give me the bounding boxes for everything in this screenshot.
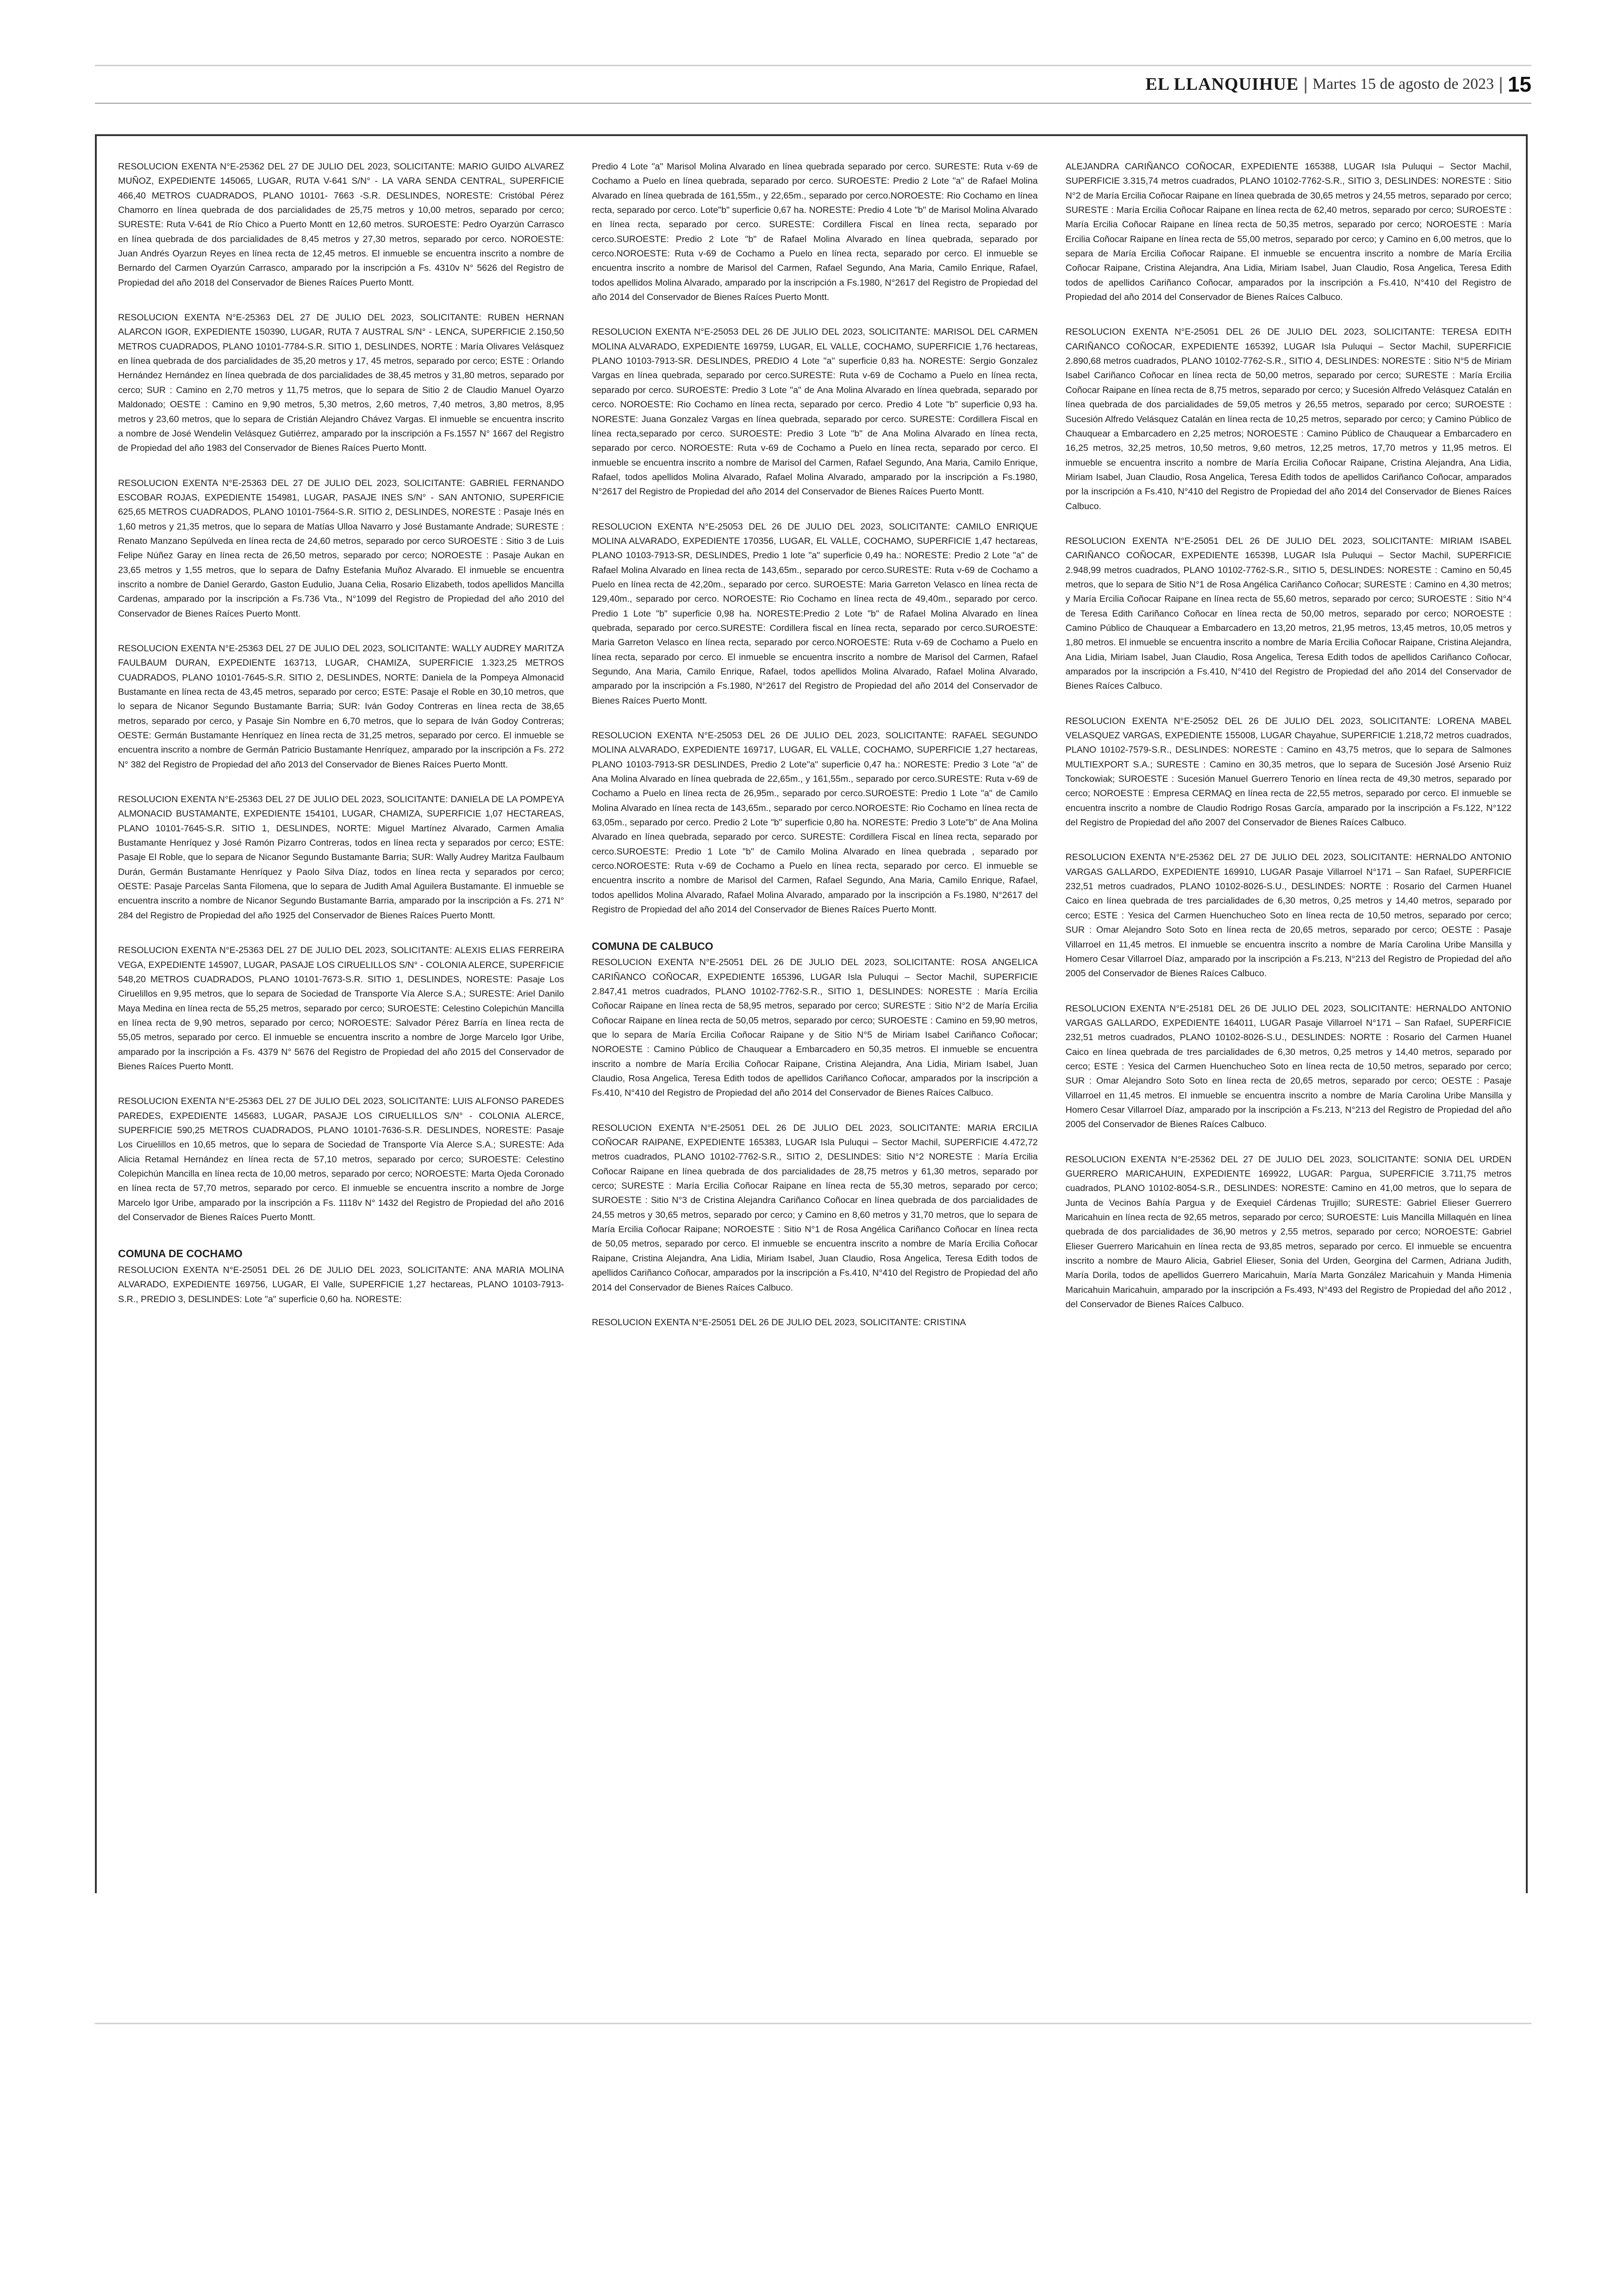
- legal-notice: RESOLUCION EXENTA N°E-25181 DEL 26 DE JULIO DEL 2023, SOLICITANTE: HERNALDO ANTONIO VARGAS GALLARDO, EXPEDIENTE 164011, LUGAR Pasaje Villarroel N°171 – San Rafael, SUPERFICIE 232,51 metros cuadrados, PLANO 10102-8026-S.U., DESLINDES: NORTE : Rosario del Carmen Huanel Caico en línea quebrada de tres parcialidades de 6,30 metros, 0,25 metros y 14,40 metros, separado por cerco; ESTE : Yesica del Carmen Huenchucheo Soto en línea recta de 10,50 metros, separado por cerco; SUR : Omar Alejandro Soto Soto en línea recta de 20,65 metros, separado por cerco; OESTE : Pasaje Villarroel en 11,45 metros. El inmueble se encuentra inscrito a nombre de María Carolina Uribe Mansilla y Homero Cesar Villarroel Díaz, amparado por la inscripción a Fs.213, N°213 del Registro de Propiedad del año 2005 del Conservador de Bienes Raíces Calbuco.: [1065, 1003, 1512, 1130]
- legal-notice: RESOLUCION EXENTA N°E-25051 DEL 26 DE JULIO DEL 2023, SOLICITANTE: MIRIAM ISABEL CARIÑANCO COÑOCAR, EXPEDIENTE 165398, LUGAR Isla Puluqui – Sector Machil, SUPERFICIE 2.948,99 metros cuadrados, PLANO 10102-7762-S.R., SITIO 5, DESLINDES: NORESTE : Camino en 50,45 metros, que lo separa de Sitio N°1 de Rosa Angélica Cariñanco Coñocar; SURESTE : Camino en 4,30 metros; y María Ercilia Coñocar Raipane en línea recta de 55,60 metros, separado por cerco; SUROESTE : Sitio N°4 de Teresa Edith Cariñanco Coñocar en línea recta de 50,00 metros, separado por cerco; NOROESTE : Camino Público de Chauquear a Embarcadero en 13,20 metros, 21,95 metros, 13,45 metros, 10,05 metros y 1,80 metros. El inmueble se encuentra inscrito a nombre de María Ercilia Coñocar Raipane, Cristina Alejandra, Ana Lidia, Miriam Isabel, Juan Claudio, Rosa Angelica, Teresa Edith todos de apellidos Cariñanco Coñocar, amparados por la inscripción a Fs.410, N°410 del Registro de Propiedad del año 2014 del Conservador de Bienes Raíces Calbuco.: [1065, 536, 1512, 692]
- legal-notice: RESOLUCION EXENTA N°E-25053 DEL 26 DE JULIO DEL 2023, SOLICITANTE: RAFAEL SEGUNDO MOLINA ALVARADO, EXPEDIENTE 169717, LUGAR, EL VALLE, COCHAMO, SUPERFICIE 1,27 hectareas, PLANO 10103-7913-SR DESLINDES, Predio 2 Lote"a" superficie 0,47 ha.: NORESTE: Predio 3 Lote "a" de Ana Molina Alvarado en línea quebrada de 22,65m., y 161,55m., separado por cerco.SURESTE: Ruta v-69 de Cochamo a Puelo en línea recta de 26,95m., separado por cerco.SUROESTE: Predio 1 Lote "a" de Camilo Molina Alvarado en línea recta de 143,65m., separado por cerco.NOROESTE: Rio Cochamo en línea recta de 63,05m., separado por cerco. Predio 2 Lote "b" superficie 0,80 ha. NORESTE: Predio 3 Lote"b" de Ana Molina Alvarado en línea quebrada, separado por cerco. SURESTE: Cordillera Fiscal en línea recta, separado por cerco.SUROESTE: Predio 1 Lote "b" de Camilo Molina Alvarado en línea quebrada , separado por cerco.NOROESTE: Ruta v-69 de Cochamo a Puelo en línea recta, separado por cerco. El inmueble se encuentra inscrito a nombre de Marisol del Carmen, Rafael Segundo, Ana Maria, Camilo Enrique, Rafael, todos apellidos Molina Alvarado, Rafael Molina Alvarado, amparado por la inscripción a Fs.1980, N°2617 del Registro de Propiedad del año 2014 del Conservador de Bienes Raíces Puerto Montt.: [592, 730, 1038, 915]
- bottom-rule: [95, 2023, 1531, 2024]
- section-heading: COMUNA DE COCHAMO: [118, 1247, 243, 1260]
- legal-notice: RESOLUCION EXENTA N°E-25362 DEL 27 DE JULIO DEL 2023, SOLICITANTE: HERNALDO ANTONIO VARGAS GALLARDO, EXPEDIENTE 169910, LUGAR Pasaje Villarroel N°171 – San Rafael, SUPERFICIE 232,51 metros cuadrados, PLANO 10102-8026-S.U., DESLINDES: NORTE : Rosario del Carmen Huanel Caico en línea quebrada de tres parcialidades de 6,30 metros, 0,25 metros y 14,40 metros, separado por cerco; ESTE : Yesica del Carmen Huenchucheo Soto en línea recta de 10,50 metros, separado por cerco; SUR : Omar Alejandro Soto Soto en línea recta de 20,65 metros, separado por cerco; OESTE : Pasaje Villarroel en 11,45 metros. El inmueble se encuentra inscrito a nombre de María Carolina Uribe Mansilla y Homero Cesar Villarroel Díaz, amparado por la inscripción a Fs.213, N°213 del Registro de Propiedad del año 2005 del Conservador de Bienes Raíces Calbuco.: [1065, 852, 1512, 979]
- legal-notice: RESOLUCION EXENTA N°E-25052 DEL 26 DE JULIO DEL 2023, SOLICITANTE: LORENA MABEL VELASQUEZ VARGAS, EXPEDIENTE 155008, LUGAR Chayahue, SUPERFICIE 1.218,72 metros cuadrados, PLANO 10102-7579-S.R., DESLINDES: NORESTE : Camino en 43,75 metros, que lo separa de Salmones MULTIEXPORT S.A.; SURESTE : Camino en 30,35 metros, que lo separa de Sucesión José Arsenio Ruiz Tonckowiak; SUROESTE : Sucesión Manuel Guerrero Tenorio en línea recta de 49,30 metros, separado por cerco; NOROESTE : Empresa CERMAQ en línea recta de 22,55 metros, separado por cerco. El inmueble se encuentra inscrito a nombre de Claudio Rodrigo Rosas García, amparado por la inscripción a Fs.122, N°122 del Registro de Propiedad del año 2007 del Conservador de Bienes Raíces Calbuco.: [1065, 716, 1512, 828]
- top-rule: [95, 65, 1531, 66]
- legal-notice: Predio 4 Lote "a" Marisol Molina Alvarado en línea quebrada separado por cerco. SURESTE: Ruta v-69 de Cochamo a Puelo en línea quebrada, separado por cerco. SUROESTE: Predio 2 Lote "a" de Rafael Molina Alvarado en línea quebrada de 161,55m., y 22,65m., separado por cerco.NOROESTE: Rio Cochamo en línea recta, separado por cerco. Lote"b" superficie 0,67 ha. NORESTE: Predio 4 Lote "b" de Marisol Molina Alvarado en línea recta, separado por cerco. SURESTE: Cordillera Fiscal en línea recta, separado por cerco.SUROESTE: Predio 2 Lote "b" de Rafael Molina Alvarado en línea quebrada, separado por cerco.NOROESTE: Ruta v-69 de Cochamo a Puelo en línea recta, separado por cerco. El inmueble se encuentra inscrito a nombre de Marisol del Carmen, Rafael Segundo, Ana Maria, Camilo Enrique, Rafael, todos apellidos Molina Alvarado, amparado por la inscripción a Fs.1980, N°2617 del Registro de Propiedad del año 2014 del Conservador de Bienes Raíces Puerto Montt.: [592, 162, 1038, 303]
- legal-notice: RESOLUCION EXENTA N°E-25363 DEL 27 DE JULIO DEL 2023, SOLICITANTE: WALLY AUDREY MARITZA FAULBAUM DURAN, EXPEDIENTE 163713, LUGAR, CHAMIZA, SUPERFICIE 1.323,25 METROS CUADRADOS, PLANO 10101-7645-S.R. SITIO 2, DESLINDES, NORTE: Daniela de la Pompeya Almonacid Bustamante en línea recta de 43,45 metros, separado por cerco; ESTE: Pasaje el Roble en 30,10 metros, que lo separa de Nicanor Segundo Bustamante Barria; SUR: Iván Godoy Contreras en línea recta de 38,65 metros, separado por cerco, y Pasaje Sin Nombre en 6,70 metros, que lo separa de Iván Godoy Contreras; OESTE: Germán Bustamante Henríquez en línea recta de 31,25 metros, separado por cerco. El inmueble se encuentra inscrito a nombre de Germán Patricio Bustamante Henríquez, amparado por la inscripción a Fs. 272 N° 382 del Registro de Propiedad del año 2013 del Conservador de Bienes Raíces Puerto Montt.: [118, 643, 564, 770]
- legal-notice: RESOLUCION EXENTA N°E-25051 DEL 26 DE JULIO DEL 2023, SOLICITANTE: TERESA EDITH CARIÑANCO COÑOCAR, EXPEDIENTE 165392, LUGAR Isla Puluqui – Sector Machil, SUPERFICIE 2.890,68 metros cuadrados, PLANO 10102-7762-S.R., SITIO 4, DESLINDES: NORESTE : Sitio N°5 de Miriam Isabel Cariñanco Coñocar en línea recta de 50,00 metros, separado por cerco; SURESTE : María Ercilia Coñocar Raipane en línea recta de 8,75 metros, separado por cerco; y Sucesión Alfredo Velásquez Catalán en línea quebrada de dos parcialidades de 59,05 metros y 26,55 metros, separado por cerco; SUROESTE : Sucesión Alfredo Velásquez Catalán en línea recta de 10,25 metros, separado por cerco; y Camino Público de Chauquear a Embarcadero en 2,25 metros; NOROESTE : Camino Público de Chauquear a Embarcadero en 16,25 metros, 32,25 metros, 10,50 metros, 9,60 metros, 12,25 metros, 17,70 metros y 11,95 metros. El inmueble se encuentra inscrito a nombre de María Ercilia Coñocar Raipane, Cristina Alejandra, Ana Lidia, Miriam Isabel, Juan Claudio, Rosa Angelica, Teresa Edith todos de apellidos Cariñanco Coñocar, amparados por la inscripción a Fs.410, N°410 del Registro de Propiedad del año 2014 del Conservador de Bienes Raíces Calbuco.: [1065, 327, 1512, 511]
- legal-notice: RESOLUCION EXENTA N°E-25053 DEL 26 DE JULIO DEL 2023, SOLICITANTE: MARISOL DEL CARMEN MOLINA ALVARADO, EXPEDIENTE 169759, LUGAR, EL VALLE, COCHAMO, SUPERFICIE 1,76 hectareas, PLANO 10103-7913-SR. DESLINDES, PREDIO 4 Lote "a" superficie 0,83 ha. NORESTE: Sergio Gonzalez Vargas en línea quebrada, separado por cerco.SURESTE: Ruta v-69 de Cochamo a Puelo en línea recta, separado por cerco. SUROESTE: Predio 3 Lote "a" de Ana Molina Alvarado en línea quebrada, separado por cerco. NOROESTE: Rio Cochamo en línea recta, separado por cerco. Predio 4 Lote "b" superficie 0,93 ha. NORESTE: Juana Gonzalez Vargas en línea quebrada, separado por cerco. SURESTE: Cordillera Fiscal en línea recta,separado por cerco. SUROESTE: Predio 3 Lote "b" de Ana Molina Alvarado en línea recta, separado por cerco. NOROESTE: Ruta v-69 de Cochamo a Puelo en línea recta, separado por cerco. El inmueble se encuentra inscrito a nombre de Marisol del Carmen, Rafael Segundo, Ana Maria, Camilo Enrique, Rafael, todos apellidos Molina Alvarado, Rafael Molina Alvarado, amparado por la inscripción a Fs.1980, N°2617 del Registro de Propiedad del año 2014 del Conservador de Bienes Raíces Puerto Montt.: [592, 327, 1038, 497]
- page-number: 15: [1507, 72, 1531, 96]
- header-rule: [95, 103, 1531, 104]
- legal-notice: RESOLUCION EXENTA N°E-25362 DEL 27 DE JULIO DEL 2023, SOLICITANTE: MARIO GUIDO ALVAREZ MUÑOZ, EXPEDIENTE 145065, LUGAR, RUTA V-641 S/N° - LA VARA SENDA CENTRAL, SUPERFICIE 466,40 METROS CUADRADOS, PLANO 10101- 7663 -S.R. DESLINDES, NORESTE: Cristóbal Pérez Chamorro en línea quebrada de dos parcialidades de 25,75 metros y 10,00 metros, separado por cerco; SURESTE: Ruta V-641 de Río Chico a Puerto Montt en 12,60 metros. SUROESTE: Pedro Oyarzún Carrasco en línea quebrada de dos parcialidades de 8,45 metros y 27,30 metros, separado por cerco. NOROESTE: Juan Andrés Oyarzun Reyes en línea recta de 12,45 metros. El inmueble se encuentra inscrito a nombre de Bernardo del Carmen Oyarzún Carrasco, amparado por la inscripción a Fs. 4310v N° 5626 del Registro de Propiedad del año 2018 del Conservador de Bienes Raíces Puerto Montt.: [118, 162, 564, 288]
- legal-notice: RESOLUCION EXENTA N°E-25051 DEL 26 DE JULIO DEL 2023, SOLICITANTE: ANA MARIA MOLINA ALVARADO, EXPEDIENTE 169756, LUGAR, El Valle, SUPERFICIE 1,27 hectareas, PLANO 10103-7913-S.R., PREDIO 3, DESLINDES: Lote "a" superficie 0,60 ha. NORESTE:: [118, 1265, 564, 1304]
- page-header: [1145, 70, 1531, 98]
- header-separator: |: [1303, 74, 1308, 94]
- notices-columns: [118, 160, 1512, 1889]
- column-1: [118, 160, 564, 1889]
- legal-notice: RESOLUCION EXENTA N°E-25051 DEL 26 DE JULIO DEL 2023, SOLICITANTE: MARIA ERCILIA COÑOCAR RAIPANE, EXPEDIENTE 165383, LUGAR Isla Puluqui – Sector Machil, SUPERFICIE 4.472,72 metros cuadrados, PLANO 10102-7762-S.R., SITIO 2, DESLINDES: Sitio N°2 NORESTE : María Ercilia Coñocar Raipane en línea quebrada de dos parcialidades de 28,75 metros y 61,30 metros, separado por cerco; SURESTE : María Ercilia Coñocar Raipane en línea recta de 55,30 metros, separado por cerco; SUROESTE : Sitio N°3 de Cristina Alejandra Cariñanco Coñocar en línea quebrada de dos parcialidades de 24,55 metros y 30,65 metros, separado por cerco; y Camino en 8,60 metros y 31,70 metros, que lo separa de María Ercilia Coñocar Raipane; NOROESTE : Sitio N°1 de Rosa Angélica Cariñanco Coñocar en línea recta de 50,05 metros, separado por cerco. El inmueble se encuentra inscrito a nombre de María Ercilia Coñocar Raipane, Cristina Alejandra, Ana Lidia, Miriam Isabel, Juan Claudio, Rosa Angelica, Teresa Edith todos de apellidos Cariñanco Coñocar, amparados por la inscripción a Fs.410, N°410 del Registro de Propiedad del año 2014 del Conservador de Bienes Raíces Calbuco.: [592, 1123, 1038, 1293]
- publication-date: Martes 15 de agosto de 2023: [1312, 75, 1494, 93]
- legal-notice: RESOLUCION EXENTA N°E-25363 DEL 27 DE JULIO DEL 2023, SOLICITANTE: RUBEN HERNAN ALARCON IGOR, EXPEDIENTE 150390, LUGAR, RUTA 7 AUSTRAL S/N° - LENCA, SUPERFICIE 2.150,50 METROS CUADRADOS, PLANO 10101-7784-S.R. SITIO 1, DESLINDES, NORTE : María Olivares Velásquez en línea quebrada de dos parcialidades de 35,20 metros y 17, 45 metros, separado por cerco; ESTE : Orlando Hernández Hernández en línea quebrada de dos parcialidades de 38,45 metros y 31,80 metros, separado por cerco; SUR : Camino en 2,70 metros y 11,75 metros, que lo separa de Sitio 2 de Claudio Manuel Oyarzo Maldonado; OESTE : Camino en 9,90 metros, 5,30 metros, 2,60 metros, 7,40 metros, 3,80 metros, 8,95 metros y 23,60 metros, que lo separa de Cristián Alejandro Chávez Vargas. El inmueble se encuentra inscrito a nombre de José Wendelin Velásquez Gutiérrez, amparado por la inscripción a Fs.1557 N° 1667 del Registro de Propiedad del año 1983 del Conservador de Bienes Raíces Puerto Montt.: [118, 312, 564, 454]
- column-3: [1066, 160, 1512, 1889]
- legal-notice: RESOLUCION EXENTA N°E-25053 DEL 26 DE JULIO DEL 2023, SOLICITANTE: CAMILO ENRIQUE MOLINA ALVARADO, EXPEDIENTE 170356, LUGAR, EL VALLE, COCHAMO, SUPERFICIE 1,47 hectareas, PLANO 10103-7913-SR, DESLINDES, Predio 1 lote "a" superficie 0,49 ha.: NORESTE: Predio 2 Lote "a" de Rafael Molina Alvarado en línea recta de 143,65m., separado por cerco.SURESTE: Ruta v-69 de Cochamo a Puelo en línea recta de 42,20m., separado por cerco. SUROESTE: Maria Garreton Velasco en línea recta de 129,40m., separado por cerco. NOROESTE: Rio Cochamo en línea recta de 49,40m., separado por cerco. Predio 1 Lote "b" superficie 0,98 ha. NORESTE:Predio 2 Lote "b" de Rafael Molina Alvarado en línea quebrada, separado por cerco.SURESTE: Cordillera fiscal en línea recta, separado por cerco.SUROESTE: Maria Garreton Velasco en línea recta, separado por cerco.NOROESTE: Ruta v-69 de Cochamo a Puelo en línea recta, separado por cerco. El inmueble se encuentra inscrito a nombre de Marisol del Carmen, Rafael Segundo, Ana Maria, Camilo Enrique, Rafael, todos apellidos Molina Alvarado, Rafael Molina Alvarado, amparado por la inscripción a Fs.1980, N°2617 del Registro de Propiedad del año 2014 del Conservador de Bienes Raíces Puerto Montt.: [592, 521, 1038, 706]
- publication-name: EL LLANQUIHUE: [1145, 75, 1299, 94]
- legal-notice: RESOLUCION EXENTA N°E-25363 DEL 27 DE JULIO DEL 2023, SOLICITANTE: ALEXIS ELIAS FERREIRA VEGA, EXPEDIENTE 145907, LUGAR, PASAJE LOS CIRUELILLOS S/N° - COLONIA ALERCE, SUPERFICIE 548,20 METROS CUADRADOS, PLANO 10101-7673-S.R. SITIO 1, DESLINDES, NORESTE: Pasaje Los Ciruelillos en 9,95 metros, que lo separa de Sociedad de Transporte Vía Alerce S.A.; SURESTE: Ariel Danilo Maya Medina en línea recta de 55,25 metros, separado por cerco; SUROESTE: Celestino Colepichún Mancilla en línea recta de 9,90 metros, separado por cerco; NOROESTE: Salvador Pérez Barría en línea recta de 55,05 metros, separado por cerco. El inmueble se encuentra inscrito a nombre de Jorge Marcelo Igor Uribe, amparado por la inscripción a Fs. 4379 N° 5676 del Registro de Propiedad del año 2015 del Conservador de Bienes Raíces Puerto Montt.: [118, 945, 564, 1072]
- legal-notice: RESOLUCION EXENTA N°E-25363 DEL 27 DE JULIO DEL 2023, SOLICITANTE: DANIELA DE LA POMPEYA ALMONACID BUSTAMANTE, EXPEDIENTE 154101, LUGAR, CHAMIZA, SUPERFICIE 1,07 HECTAREAS, PLANO 10101-7645-S.R. SITIO 1, DESLINDES, NORTE: Miguel Martínez Alvarado, Carmen Amalia Bustamante Henríquez y José Ramón Pizarro Contreras, todos en línea recta y separados por cerco; ESTE: Pasaje El Roble, que lo separa de Nicanor Segundo Bustamante Barria; SUR: Wally Audrey Maritza Faulbaum Durán, Germán Bustamante Henríquez y Paolo Silva Díaz, todos en línea recta y separados por cerco; OESTE: Pasaje Parcelas Santa Filomena, que lo separa de Judith Amal Aguilera Bustamante. El inmueble se encuentra inscrito a nombre de Nicanor Segundo Bustamante Barria, amparado por la inscripción a Fs. 271 N° 284 del Registro de Propiedad del año 1925 del Conservador de Bienes Raíces Puerto Montt.: [118, 794, 564, 921]
- column-2: [592, 160, 1037, 1889]
- legal-notice: RESOLUCION EXENTA N°E-25362 DEL 27 DE JULIO DEL 2023, SOLICITANTE: SONIA DEL URDEN GUERRERO MARICAHUIN, EXPEDIENTE 169922, LUGAR: Pargua, SUPERFICIE 3.711,75 metros cuadrados, PLANO 10102-8054-S.R., DESLINDES: NORESTE: Camino en 41,00 metros, que lo separa de Junta de Vecinos Bahía Pargua y de Exequiel Cárdenas Trujillo; SURESTE: Gabriel Elieser Guerrero Maricahuin en línea recta de 92,65 metros, separado por cerco; SUROESTE: Luis Mancilla Millaquén en línea quebrada de dos parcialidades de 36,90 metros y 2,55 metros, separado por cerco; NOROESTE: Gabriel Elieser Guerrero Maricahuin en línea recta de 93,85 metros, separado por cerco. El inmueble se encuentra inscrito a nombre de Mauro Alicia, Gabriel Elieser, Sonia del Urden, Georgina del Carmen, Adriana Judith, María Dorila, todos de apellidos Guerrero Maricahuin, María Marta González Maricahuin y Manda Himenia Maricahuin Maricahuin, amparado por la inscripción a Fs.493, N°493 del Registro de Propiedad del año 2012 , del Conservador de Bienes Raíces Calbuco.: [1065, 1154, 1512, 1310]
- legal-notice: RESOLUCION EXENTA N°E-25051 DEL 26 DE JULIO DEL 2023, SOLICITANTE: CRISTINA: [592, 1317, 966, 1328]
- legal-notice: RESOLUCION EXENTA N°E-25363 DEL 27 DE JULIO DEL 2023, SOLICITANTE: GABRIEL FERNANDO ESCOBAR ROJAS, EXPEDIENTE 154981, LUGAR, PASAJE INES S/N° - SAN ANTONIO, SUPERFICIE 625,65 METROS CUADRADOS, PLANO 10101-7564-S.R. SITIO 2, DESLINDES, NORESTE : Pasaje Inés en 1,60 metros y 21,35 metros, que lo separa de Matías Ulloa Navarro y José Bustamante Andrade; SURESTE : Renato Manzano Sepúlveda en línea recta de 24,60 metros, separado por cerco SUROESTE : Sitio 3 de Luis Felipe Núñez Garay en línea recta de 26,50 metros, separado por cerco; NOROESTE : Pasaje Aukan en 23,65 metros y 1,55 metros, que lo separa de Dafny Estefania Muñoz Alvarado. El inmueble se encuentra inscrito a nombre de Daniel Gerardo, Gaston Eudulio, Juana Celia, Rosario Elizabeth, todos apellidos Mancilla Cardenas, amparado por la inscripción a Fs.736 Vta., N°1099 del Registro de Propiedad del año 2010 del Conservador de Bienes Raíces Puerto Montt.: [118, 478, 564, 619]
- header-separator-2: |: [1498, 74, 1503, 94]
- legal-notice: RESOLUCION EXENTA N°E-25363 DEL 27 DE JULIO DEL 2023, SOLICITANTE: LUIS ALFONSO PAREDES PAREDES, EXPEDIENTE 145683, LUGAR, PASAJE LOS CIRUELILLOS S/N° - COLONIA ALERCE, SUPERFICIE 590,25 METROS CUADRADOS, PLANO 10101-7636-S.R. DESLINDES, NORESTE: Pasaje Los Ciruelillos en 10,65 metros, que lo separa de Sociedad de Transporte Vía Alerce S.A.; SURESTE: Ada Alicia Retamal Hernández en línea recta de 57,10 metros, separado por cerco; SUROESTE: Celestino Colepichún Mancilla en línea recta de 10,00 metros, separado por cerco; NOROESTE: Marta Ojeda Coronado en línea recta de 57,70 metros, separado por cerco. El inmueble se encuentra inscrito a nombre de Jorge Marcelo Igor Uribe, amparado por la inscripción a Fs. 1118v N° 1432 del Registro de Propiedad del año 2016 del Conservador de Bienes Raíces Puerto Montt.: [118, 1096, 564, 1222]
- section-heading: COMUNA DE CALBUCO: [592, 940, 713, 952]
- legal-notice: RESOLUCION EXENTA N°E-25051 DEL 26 DE JULIO DEL 2023, SOLICITANTE: ROSA ANGELICA CARIÑANCO COÑOCAR, EXPEDIENTE 165396, LUGAR Isla Puluqui – Sector Machil, SUPERFICIE 2.847,41 metros cuadrados, PLANO 10102-7762-S.R., SITIO 1, DESLINDES: NORESTE : María Ercilia Coñocar Raipane en línea recta de 58,95 metros, separado por cerco; SURESTE : Sitio N°2 de María Ercilia Coñocar Raipane en línea recta de 50,05 metros, separado por cerco; SUROESTE : Camino en 59,90 metros, que lo separa de María Ercilia Coñocar Raipane y de Sitio N°5 de Miriam Isabel Cariñanco Coñocar; NOROESTE : Camino Público de Chauquear a Embarcadero en 50,35 metros. El inmueble se encuentra inscrito a nombre de María Ercilia Coñocar Raipane, Cristina Alejandra, Ana Lidia, Miriam Isabel, Juan Claudio, Rosa Angelica, Teresa Edith todos de apellidos Cariñanco Coñocar, amparados por la inscripción a Fs.410, N°410 del Registro de Propiedad del año 2014 del Conservador de Bienes Raíces Calbuco.: [592, 957, 1038, 1098]
- legal-notice: ALEJANDRA CARIÑANCO COÑOCAR, EXPEDIENTE 165388, LUGAR Isla Puluqui – Sector Machil, SUPERFICIE 3.315,74 metros cuadrados, PLANO 10102-7762-S.R., SITIO 3, DESLINDES: NORESTE : Sitio N°2 de María Ercilia Coñocar Raipane en línea quebrada de 30,65 metros y 24,55 metros, separado por cerco; SURESTE : María Ercilia Coñocar Raipane en línea recta de 62,40 metros, separado por cerco; SUROESTE : María Ercilia Coñocar Raipane en línea recta de 50,35 metros, separado por cerco; NOROESTE : María Ercilia Coñocar Raipane en línea recta de 55,00 metros, separado por cerco; y Camino en 6,00 metros, que lo separa de María Ercilia Coñocar Raipane. El inmueble se encuentra inscrito a nombre de María Ercilia Coñocar Raipane, Cristina Alejandra, Ana Lidia, Miriam Isabel, Juan Claudio, Rosa Angelica, Teresa Edith todos de apellidos Cariñanco Coñocar, amparados por la inscripción a Fs.410, N°410 del Registro de Propiedad del año 2014 del Conservador de Bienes Raíces Calbuco.: [1065, 162, 1512, 303]
